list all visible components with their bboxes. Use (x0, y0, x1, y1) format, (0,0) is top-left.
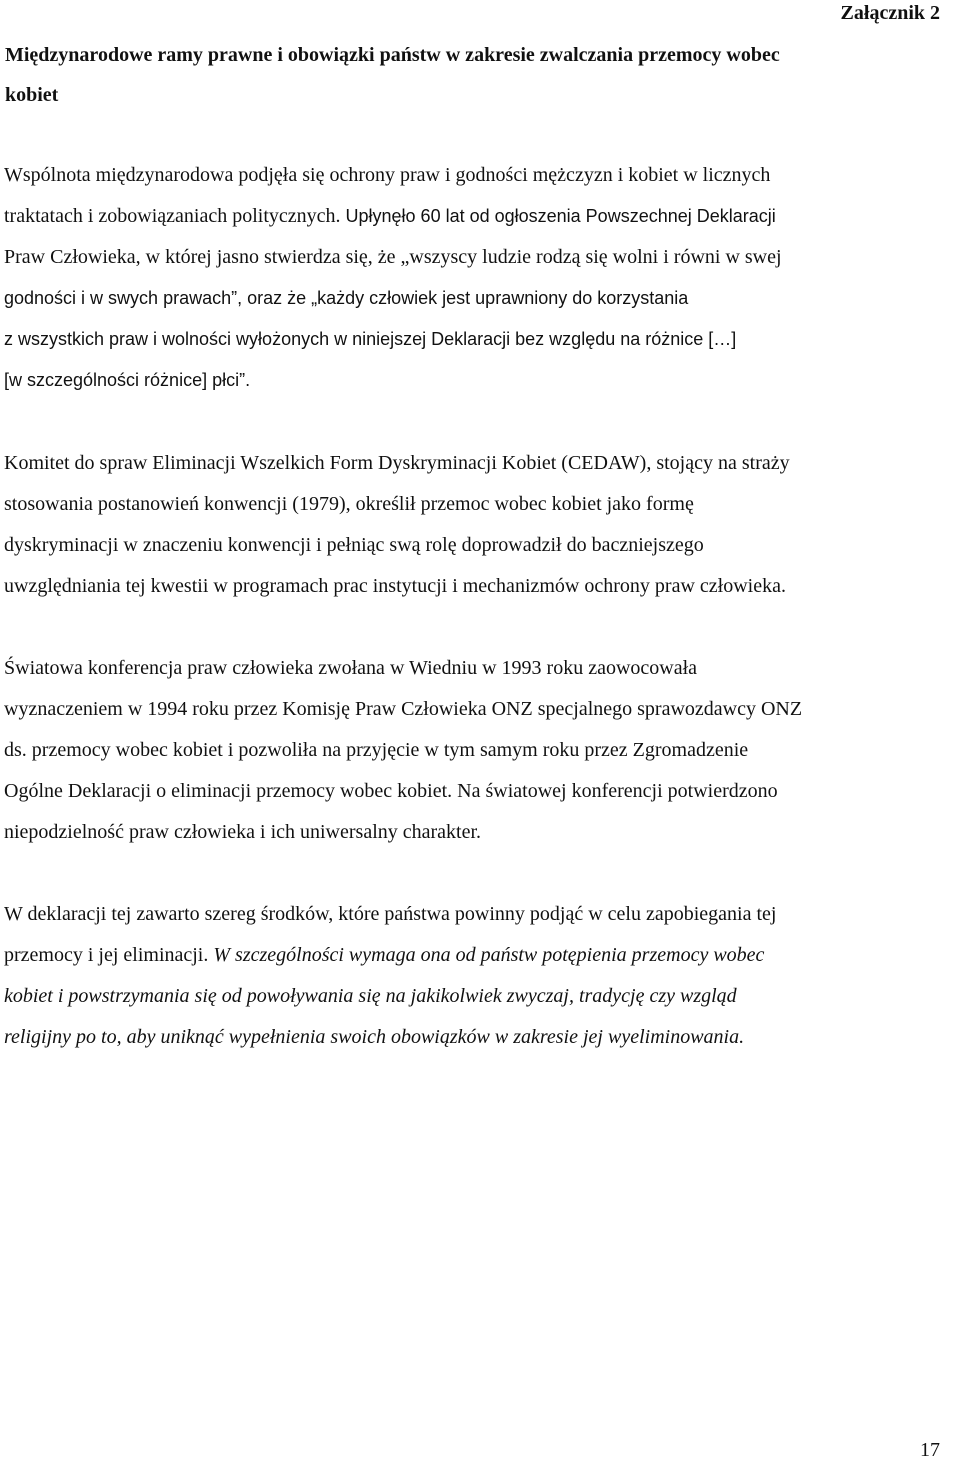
paragraph-fragment: traktatach i zobowiązaniach politycznych. (4, 205, 341, 227)
paragraph-line: [w szczególności różnice] płci”. (4, 370, 251, 390)
paragraph-line: ds. przemocy wobec kobiet i pozwoliła na przyjęcie w tym samym roku przez Zgromadzenie (4, 739, 749, 761)
paragraph-line: z wszystkich praw i wolności wyłożonych w niniejszej Deklaracji bez względu na różnice […] (4, 329, 737, 349)
paragraph-line: Komitet do spraw Eliminacji Wszelkich Form Dyskryminacji Kobiet (CEDAW), stojący na straży (4, 452, 790, 474)
paragraph-line: dyskryminacji w znaczeniu konwencji i pełniąc swą rolę doprowadził do baczniejszego (4, 534, 704, 556)
paragraph-line-italic: religijny po to, aby uniknąć wypełnienia swoich obowiązków w zakresie jej wyeliminowania. (4, 1026, 745, 1048)
paragraph-vienna-conference (4, 648, 956, 853)
paragraph-line: Światowa konferencja praw człowieka zwołana w Wiedniu w 1993 roku zaowocowała (4, 657, 698, 679)
paragraph-line: uwzględniania tej kwestii w programach prac instytucji i mechanizmów ochrony praw człowieka. (4, 575, 786, 597)
paragraph-line: godności i w swych prawach”, oraz że „każdy człowiek jest uprawniony do korzystania (4, 288, 689, 308)
title-line: Międzynarodowe ramy prawne i obowiązki państw w zakresie zwalczania przemocy wobec (5, 44, 780, 66)
paragraph-declaration-measures (4, 894, 956, 1058)
paragraph-fragment: Upłynęło 60 lat od ogłoszenia Powszechnej Deklaracji (340, 206, 776, 226)
paragraph-line: Wspólnota międzynarodowa podjęła się ochrony praw i godności mężczyzn i kobiet w licznych (4, 164, 771, 186)
annex-label: Załącznik 2 (840, 2, 940, 24)
paragraph-treaties (4, 155, 956, 401)
paragraph-line: niepodzielność praw człowieka i ich uniwersalny charakter. (4, 821, 482, 843)
paragraph-line: W deklaracji tej zawarto szereg środków, które państwa powinny podjąć w celu zapobiegania tej (4, 903, 777, 925)
paragraph-line (4, 935, 956, 976)
paragraph-fragment: przemocy i jej eliminacji. (4, 944, 214, 966)
paragraph-line: wyznaczeniem w 1994 roku przez Komisję Praw Człowieka ONZ specjalnego sprawozdawcy ONZ (4, 698, 803, 720)
paragraph-line (4, 196, 956, 237)
paragraph-line-italic: kobiet i powstrzymania się od powoływania się na jakikolwiek zwyczaj, tradycję czy wzgląd (4, 985, 737, 1007)
paragraph-line: stosowania postanowień konwencji (1979), określił przemoc wobec kobiet jako formę (4, 493, 694, 515)
paragraph-fragment-italic: W szczególności wymaga ona od państw potępienia przemocy wobec (213, 944, 765, 966)
paragraph-line: Praw Człowieka, w której jasno stwierdza się, że „wszyscy ludzie rodzą się wolni i równi w swej (4, 246, 782, 268)
paragraph-line: Ogólne Deklaracji o eliminacji przemocy wobec kobiet. Na światowej konferencji potwierdzono (4, 780, 778, 802)
document-title (5, 35, 940, 115)
paragraph-cedaw (4, 443, 956, 607)
page-number: 17 (920, 1439, 940, 1461)
title-line: kobiet (5, 84, 59, 106)
